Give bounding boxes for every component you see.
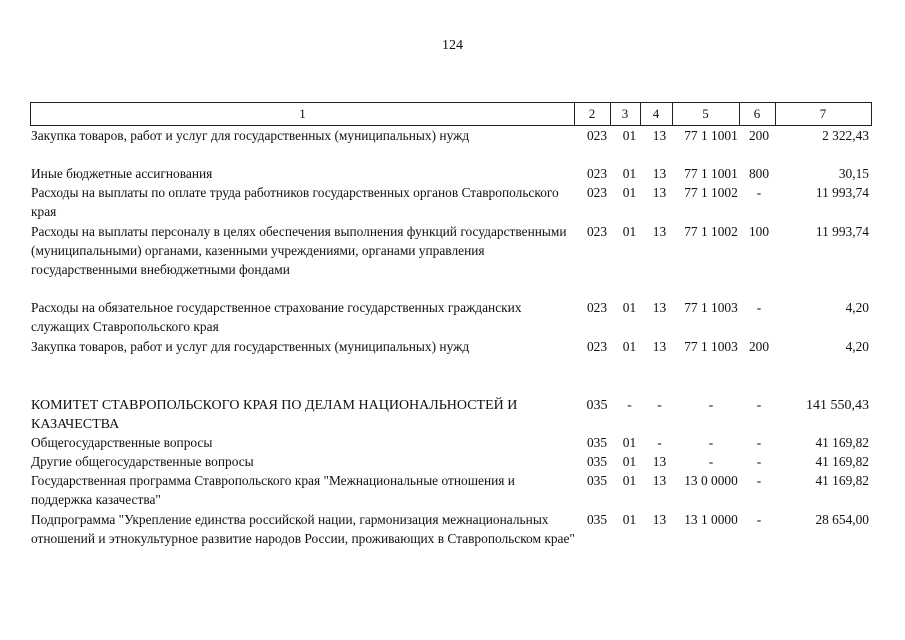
row-col-5: 77 1 1001 <box>684 166 738 181</box>
row-col-2: 035 <box>586 473 608 488</box>
header-col-1: 1 <box>31 103 575 125</box>
row-col-7: 4,20 <box>845 339 869 354</box>
row-col-7: 30,15 <box>838 166 869 181</box>
row-col-5: - <box>708 454 714 469</box>
row-col-5: - <box>708 435 714 450</box>
row-col-6: 100 <box>748 224 770 239</box>
row-col-4: 13 <box>652 166 667 181</box>
row-col-6: - <box>756 512 762 527</box>
row-name: Расходы на выплаты персоналу в целях обеспечения выполнения функций государственными (муниципальными) органами, казенными учреждениями, органами управления государственными внебюджетными фондами <box>31 224 567 277</box>
row-col-4: 13 <box>652 473 667 488</box>
row-col-3: 01 <box>622 473 637 488</box>
row-col-3: 01 <box>622 166 637 181</box>
row-col-5: 77 1 1003 <box>684 300 738 315</box>
row-col-6: - <box>756 300 762 315</box>
row-col-6: 200 <box>748 339 770 354</box>
header-col-5: 5 <box>672 103 740 125</box>
row-col-4: 13 <box>652 300 667 315</box>
row-name: Общегосударственные вопросы <box>31 435 213 450</box>
row-col-5: 77 1 1003 <box>684 339 738 354</box>
table-header <box>30 102 872 126</box>
row-name: Государственная программа Ставропольского края "Межнациональные отношения и поддержка казачества" <box>31 473 515 507</box>
row-col-2: 023 <box>586 224 608 239</box>
row-col-2: 023 <box>586 339 608 354</box>
row-col-2: 023 <box>586 128 608 143</box>
row-col-7: 141 550,43 <box>806 398 869 413</box>
row-col-3: 01 <box>622 300 637 315</box>
row-col-2: 023 <box>586 300 608 315</box>
row-col-7: 41 169,82 <box>815 473 869 488</box>
row-col-6: - <box>756 473 762 488</box>
row-col-3: 01 <box>622 185 637 200</box>
row-col-2: 035 <box>586 398 608 413</box>
row-col-3: 01 <box>622 435 637 450</box>
row-col-5: 13 0 0000 <box>684 473 738 488</box>
row-name: Расходы на обязательное государственное страхование государственных гражданских служащих Ставропольского края <box>31 300 522 334</box>
row-col-2: 035 <box>586 435 608 450</box>
row-col-2: 023 <box>586 185 608 200</box>
row-col-4: - <box>657 435 662 450</box>
row-col-3: 01 <box>622 128 637 143</box>
page-number: 124 <box>442 38 463 53</box>
row-col-7: 28 654,00 <box>815 512 869 527</box>
header-col-3: 3 <box>610 103 641 125</box>
header-col-6: 6 <box>739 103 776 125</box>
row-col-7: 4,20 <box>845 300 869 315</box>
row-col-7: 11 993,74 <box>815 224 869 239</box>
row-col-5: - <box>708 398 714 413</box>
row-col-3: 01 <box>622 224 637 239</box>
row-col-5: 77 1 1002 <box>684 224 738 239</box>
row-col-7: 41 169,82 <box>815 454 869 469</box>
row-col-6: - <box>756 185 762 200</box>
row-col-2: 035 <box>586 454 608 469</box>
row-name: Иные бюджетные ассигнования <box>31 166 213 181</box>
row-col-4: 13 <box>652 512 667 527</box>
row-name: Подпрограмма "Укрепление единства российской нации, гармонизация межнациональных отношений и этнокультурное развитие народов России, проживающих в Ставропольском крае" <box>31 512 575 546</box>
row-col-7: 41 169,82 <box>815 435 869 450</box>
row-col-6: 200 <box>748 128 770 143</box>
header-col-7: 7 <box>819 106 827 121</box>
row-col-5: 77 1 1002 <box>684 185 738 200</box>
row-col-4: - <box>657 398 662 413</box>
row-col-4: 13 <box>652 454 667 469</box>
row-col-3: 01 <box>622 512 637 527</box>
row-col-6: - <box>756 398 762 413</box>
row-col-6: 800 <box>748 166 770 181</box>
row-col-2: 035 <box>586 512 608 527</box>
row-col-7: 2 322,43 <box>822 128 869 143</box>
row-name: Другие общегосударственные вопросы <box>31 454 254 469</box>
row-col-4: 13 <box>652 224 667 239</box>
row-col-6: - <box>756 454 762 469</box>
header-col-4: 4 <box>640 103 673 125</box>
row-col-5: 13 1 0000 <box>684 512 738 527</box>
row-col-3: - <box>627 398 632 413</box>
header-col-2: 2 <box>574 103 611 125</box>
row-col-3: 01 <box>622 339 637 354</box>
row-col-5: 77 1 1001 <box>684 128 738 143</box>
row-col-4: 13 <box>652 185 667 200</box>
row-col-2: 023 <box>586 166 608 181</box>
row-col-3: 01 <box>622 454 637 469</box>
row-col-4: 13 <box>652 339 667 354</box>
row-name: Закупка товаров, работ и услуг для государственных (муниципальных) нужд <box>31 128 470 143</box>
row-col-7: 11 993,74 <box>815 185 869 200</box>
row-name: Закупка товаров, работ и услуг для государственных (муниципальных) нужд <box>31 339 470 354</box>
row-name: Расходы на выплаты по оплате труда работников государственных органов Ставропольского края <box>31 185 559 219</box>
row-col-6: - <box>756 435 762 450</box>
row-col-4: 13 <box>652 128 667 143</box>
row-name: КОМИТЕТ СТАВРОПОЛЬСКОГО КРАЯ ПО ДЕЛАМ НАЦИОНАЛЬНОСТЕЙ И КАЗАЧЕСТВА <box>31 398 518 432</box>
